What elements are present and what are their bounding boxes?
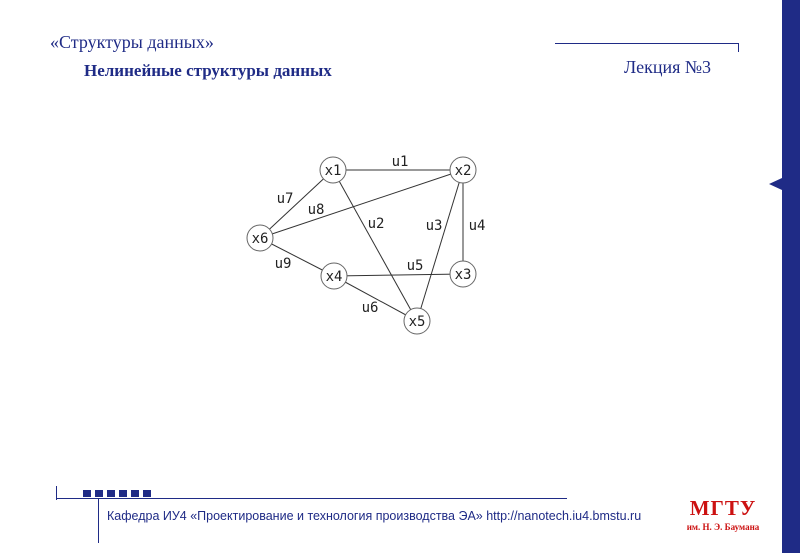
edge-label-u6: u6 xyxy=(361,300,379,316)
node-label-x5: x5 xyxy=(408,314,426,330)
edge-label-u3: u3 xyxy=(425,218,443,234)
logo-sub-text: им. Н. Э. Баумана xyxy=(686,522,760,532)
edge-label-u7: u7 xyxy=(276,191,294,207)
footer-vertical-rule xyxy=(98,498,99,543)
edge-label-u4: u4 xyxy=(468,218,486,234)
university-logo xyxy=(678,496,768,532)
decor-square xyxy=(107,490,115,497)
decor-square xyxy=(143,490,151,497)
department-footer-text: Кафедра ИУ4 «Проектирование и технология производства ЭА» http://nanotech.iu4.bmstu.ru xyxy=(107,509,642,523)
decor-square xyxy=(83,490,91,497)
edge-label-u9: u9 xyxy=(274,256,292,272)
logo-main-text: МГТУ xyxy=(689,496,757,520)
node-label-x2: x2 xyxy=(454,163,472,179)
footer-decor-squares xyxy=(83,490,151,497)
node-label-x1: x1 xyxy=(324,163,342,179)
node-label-x6: x6 xyxy=(251,231,269,247)
edge-u3 xyxy=(417,170,463,321)
edge-label-u5: u5 xyxy=(406,258,424,274)
edge-label-u8: u8 xyxy=(307,202,325,218)
footer-rule xyxy=(56,498,567,499)
edge-label-u2: u2 xyxy=(367,216,385,232)
lecture-label: Лекция №3 xyxy=(624,57,712,77)
decor-square xyxy=(95,490,103,497)
course-title: «Структуры данных» xyxy=(50,32,214,52)
slide-title: Нелинейные структуры данных xyxy=(84,61,332,80)
edge-u5 xyxy=(334,274,463,276)
edge-label-u1: u1 xyxy=(391,154,409,170)
decor-square xyxy=(119,490,127,497)
decor-square xyxy=(131,490,139,497)
node-label-x4: x4 xyxy=(325,269,343,285)
node-label-x3: x3 xyxy=(454,267,472,283)
